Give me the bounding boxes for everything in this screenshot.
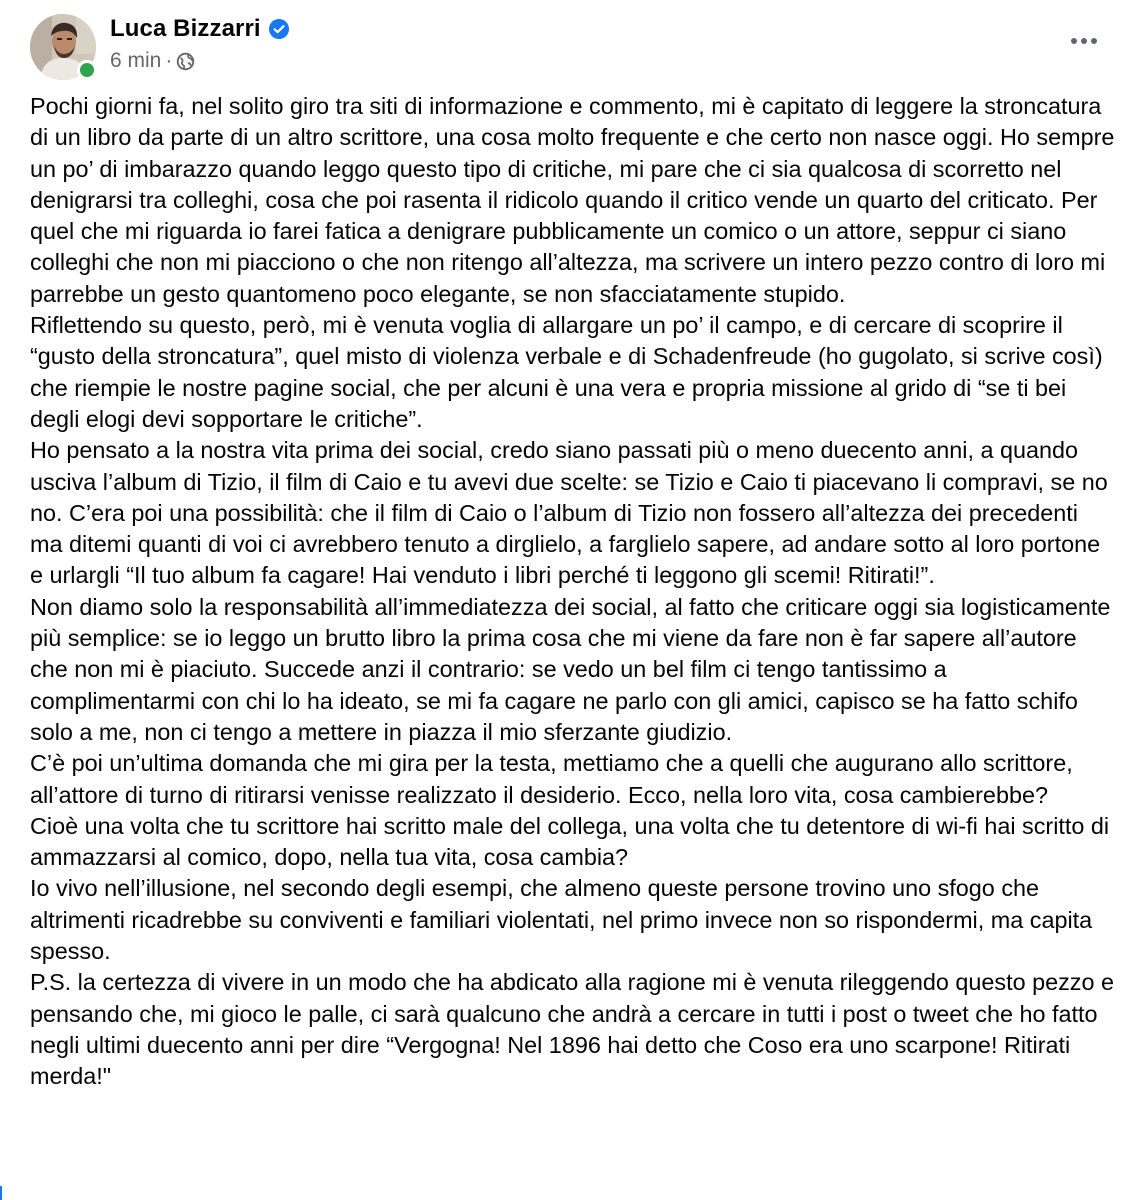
more-options-button[interactable] (1064, 26, 1104, 56)
post-meta (110, 48, 195, 74)
online-status-indicator (77, 60, 97, 80)
post-paragraph: Cioè una volta che tu scrittore hai scritto male del collega, una volta che tu detentore di wi-fi hai scritto di ammazzarsi al comico, dopo, nella tua vita, cosa cambia? (30, 812, 1110, 871)
post-paragraph: Non diamo solo la responsabilità all’immediatezza dei social, al fatto che criticare oggi sia logisticamente più semplice: se io leggo un brutto libro la prima cosa che mi viene da fare non è far sapere all’autore che non mi è piaciuto. Succede anzi il contrario: se vedo un bel film ci tengo tantissimo a complimentarmi con chi lo ha ideato, se mi fa cagare ne parlo con gli amici, capisco se ha fatto schifo solo a me, non ci tengo a mettere in piazza il mio sferzante giudizio. (30, 593, 1111, 745)
edge-accent (0, 1186, 2, 1200)
author-avatar[interactable] (30, 14, 96, 80)
post-paragraph: C’è poi un’ultima domanda che mi gira per la testa, mettiamo che a quelli che augurano allo scrittore, all’attore di turno di ritirarsi venisse realizzato il desiderio. Ecco, nella loro vita, cosa cambierebbe? (30, 750, 1073, 808)
post-paragraph: P.S. la certezza di vivere in un modo che ha abdicato alla ragione mi è venuta rileggendo questo pezzo e pensando che, mi gioco le palle, ci sarà qualcuno che andrà a cercare in tutti i post o tweet che ho fatto negli ultimi duecento anni per dire “Vergogna! Nel 1896 hai detto che Coso era uno scarpone! Ritirati merda!" (30, 969, 1115, 1090)
post-header (30, 12, 1110, 82)
author-line (110, 14, 289, 44)
post-paragraph: Ho pensato a la nostra vita prima dei social, credo siano passati più o meno duecento anni, a quando usciva l’album di Tizio, il film di Caio e tu avevi due scelte: se Tizio e Caio ti piacevano li compravi, se no no. C’era poi una possibilità: che il film di Caio o l’album di Tizio non fossero all’altezza dei precedenti ma ditemi quanti di voi ci avrebbero tenuto a dirglielo, a farglielo sapere, ad andare sotto al loro portone e urlargli “Il tuo album fa cagare! Hai venduto i libri perché ti leggono gli scemi! Ritirati!”. (30, 437, 1108, 589)
post-paragraph: Io vivo nell’illusione, nel secondo degli esempi, che almeno queste persone trovino uno sfogo che altrimenti ricadrebbe su conviventi e familiari violentati, nel primo invece non so rispondermi, ma capita spesso. (30, 875, 1093, 965)
globe-icon[interactable] (176, 52, 195, 71)
more-options-icon (1071, 38, 1097, 44)
post-paragraph: Riflettendo su questo, però, mi è venuta voglia di allargare un po’ il campo, e di cercare di scoprire il “gusto della stroncatura”, quel misto di violenza verbale e di Schadenfreude (ho gugolato, si scrive così) che riempie le nostre pagine social, che per alcuni è una vera e propria missione al grido di “se ti bei degli elogi devi sopportare le critiche”. (30, 312, 1103, 432)
author-name[interactable]: Luca Bizzarri (110, 15, 261, 42)
post-text (30, 91, 1115, 1093)
post-timestamp[interactable]: 6 min (110, 49, 162, 72)
verified-badge-icon (269, 19, 289, 39)
meta-separator: · (165, 49, 173, 72)
post-paragraph: Pochi giorni fa, nel solito giro tra siti di informazione e commento, mi è capitato di leggere la stroncatura di un libro da parte di un altro scrittore, una cosa molto frequente e che certo non nasce oggi. Ho sempre un po’ di imbarazzo quando leggo questo tipo di critiche, mi pare che ci sia qualcosa di scorretto nel denigrarsi tra colleghi, cosa che poi rasenta il ridicolo quando il critico vende un quarto del criticato. Per quel che mi riguarda io farei fatica a denigrare pubblicamente un comico o un attore, seppur ci siano colleghi che non mi piacciono o che non ritengo all’altezza, ma scrivere un intero pezzo contro di loro mi parrebbe un gesto quantomeno poco elegante, se non sfacciatamente stupido. (30, 93, 1115, 307)
